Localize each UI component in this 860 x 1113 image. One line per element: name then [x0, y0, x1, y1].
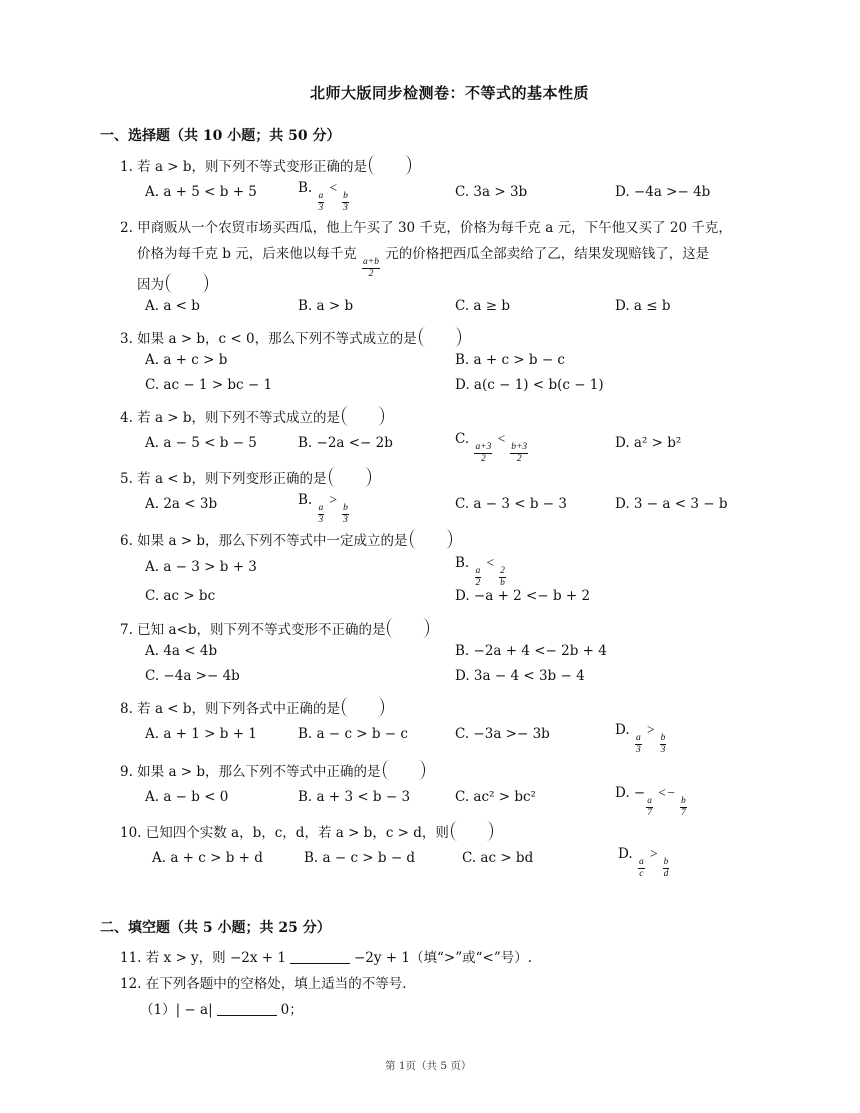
q2-option-d: D. a ≤ b	[615, 298, 671, 314]
q8-option-d: D. $\frac{a}{3}$ > $\frac{b}{3}$	[615, 722, 666, 755]
q3-option-c: C. ac − 1 > bc − 1	[145, 377, 273, 393]
q2-option-b: B. a > b	[298, 298, 354, 314]
question-text: 3. 如果 a > b，c < 0，那么下列不等式成立的是	[120, 331, 417, 347]
q6-option-d: D. −a + 2 <− b + 2	[455, 588, 591, 604]
question-12-part-1	[140, 998, 303, 1018]
answer-paren	[369, 155, 411, 175]
question-10-stem	[120, 821, 493, 841]
q10-option-a: A. a + c > b + d	[152, 850, 263, 866]
page-footer: 第 1页（共 5 页）	[385, 1060, 472, 1072]
section-heading-fill-in: 二、填空题（共 5 小题；共 25 分）	[100, 920, 331, 936]
fraction-a-over-3: $\frac{a}{3}$	[318, 191, 324, 213]
fraction-a-over-3: $\frac{a}{3}$	[635, 733, 641, 755]
option-label: B.	[455, 555, 470, 571]
q9-option-d: D. − $\frac{a}{7}$ <− $\frac{b}{7}$	[615, 785, 686, 818]
q5-option-b: B. $\frac{a}{3}$ > $\frac{b}{3}$	[298, 492, 348, 525]
q1-option-d: D. −4a >− 4b	[615, 184, 711, 200]
q1-option-b: B. $\frac{a}{3}$ < $\frac{b}{3}$	[298, 180, 348, 213]
q7-option-d: D. 3a − 4 < 3b − 4	[455, 668, 585, 684]
answer-paren	[451, 821, 493, 841]
option-label: B.	[298, 492, 313, 508]
question-text: −2y + 1（填“>”或“<”号）.	[353, 950, 533, 966]
question-2-line3	[137, 273, 208, 293]
q1-option-c: C. 3a > 3b	[455, 184, 528, 200]
fraction-a-plus-3-over-2: $\frac{a+3}{2}$	[475, 442, 492, 464]
question-3-stem	[120, 327, 461, 347]
q7-option-a: A. 4a < 4b	[145, 643, 218, 659]
q5-option-a: A. 2a < 3b	[145, 496, 218, 512]
option-label: B.	[298, 180, 313, 196]
fraction-a-over-7: $\frac{a}{7}$	[647, 796, 652, 818]
answer-blank	[217, 1002, 277, 1016]
answer-paren	[419, 327, 461, 347]
fraction-2-over-b: $\frac{2}{b}$	[500, 566, 505, 588]
question-text: 6. 如果 a > b，那么下列不等式中一定成立的是	[120, 533, 408, 549]
question-text: 5. 若 a < b，则下列变形正确的是	[120, 471, 327, 487]
answer-paren	[329, 467, 371, 487]
fraction-b-over-3: $\frac{b}{3}$	[343, 191, 348, 213]
q7-option-c: C. −4a >− 4b	[145, 668, 240, 684]
fraction-b-over-7: $\frac{b}{7}$	[680, 796, 686, 818]
fraction-b-plus-3-over-2: $\frac{b+3}{2}$	[511, 442, 528, 464]
q4-option-c: C. $\frac{a+3}{2}$ < $\frac{b+3}{2}$	[455, 431, 528, 464]
q3-option-d: D. a(c − 1) < b(c − 1)	[455, 377, 604, 393]
q10-option-d: D. $\frac{a}{c}$ > $\frac{b}{d}$	[618, 846, 669, 879]
question-12-stem: 12. 在下列各题中的空格处，填上适当的不等号.	[120, 976, 407, 992]
q3-option-a: A. a + c > b	[145, 352, 228, 368]
question-6-stem	[120, 529, 452, 549]
q2-option-c: C. a ≥ b	[455, 298, 511, 314]
section-heading-choice: 一、选择题（共 10 小题；共 50 分）	[100, 128, 341, 144]
question-11	[120, 946, 532, 966]
question-text: 10. 已知四个实数 a，b，c，d，若 a > b，c > d，则	[120, 825, 449, 841]
question-2-line1: 2. 甲商贩从一个农贸市场买西瓜，他上午买了 30 千克，价格为每千克 a 元，下午他又买了 20 千克，	[120, 220, 732, 236]
question-text: 价格为每千克 b 元，后来他以每千克	[137, 246, 357, 262]
option-label: D.	[618, 846, 633, 862]
answer-paren	[383, 760, 425, 780]
q7-option-b: B. −2a + 4 <− 2b + 4	[455, 643, 607, 659]
q4-option-d: D. a² > b²	[615, 435, 682, 451]
answer-paren	[410, 529, 452, 549]
q5-option-d: D. 3 − a < 3 − b	[615, 496, 728, 512]
q5-option-c: C. a − 3 < b − 3	[455, 496, 567, 512]
question-text: 元的价格把西瓜全部卖给了乙，结果发现赔钱了，这是	[385, 246, 710, 262]
answer-blank	[290, 950, 350, 964]
q4-option-a: A. a − 5 < b − 5	[145, 435, 257, 451]
question-5-stem	[120, 467, 371, 487]
question-2-line2	[137, 242, 709, 280]
answer-paren	[342, 406, 384, 426]
option-label: C.	[455, 431, 470, 447]
question-text: 11. 若 x > y，则 −2x + 1	[120, 950, 286, 966]
q6-option-a: A. a − 3 > b + 3	[145, 559, 257, 575]
option-label: D.	[615, 722, 630, 738]
question-text: 7. 已知 a<b，则下列不等式变形不正确的是	[120, 622, 386, 638]
question-1-stem	[120, 155, 411, 175]
fraction-a-over-2: $\frac{a}{2}$	[475, 566, 481, 588]
q10-option-c: C. ac > bd	[462, 850, 534, 866]
question-text: （1）| − a|	[140, 1002, 213, 1018]
q10-option-b: B. a − c > b − d	[304, 850, 416, 866]
fraction-b-over-3: $\frac{b}{3}$	[343, 503, 348, 525]
q6-option-c: C. ac > bc	[145, 588, 216, 604]
fraction-a-over-3: $\frac{a}{3}$	[318, 503, 324, 525]
answer-paren	[166, 273, 208, 293]
question-text: 因为	[137, 277, 164, 293]
q3-option-b: B. a + c > b − c	[455, 352, 565, 368]
q1-option-a: A. a + 5 < b + 5	[145, 184, 257, 200]
q4-option-b: B. −2a <− 2b	[298, 435, 393, 451]
question-4-stem	[120, 406, 384, 426]
question-text: 8. 若 a < b，则下列各式中正确的是	[120, 701, 341, 717]
fraction-a-plus-b-over-2: $\frac{a+b}{2}$	[363, 257, 379, 279]
q8-option-b: B. a − c > b − c	[298, 726, 408, 742]
question-9-stem	[120, 760, 425, 780]
fraction-a-over-c: $\frac{a}{c}$	[638, 857, 644, 879]
page-title: 北师大版同步检测卷：不等式的基本性质	[310, 84, 590, 102]
question-text: 1. 若 a > b，则下列不等式变形正确的是	[120, 159, 368, 175]
q2-option-a: A. a < b	[145, 298, 200, 314]
question-8-stem	[120, 697, 384, 717]
q6-option-b: B. $\frac{a}{2}$ < $\frac{2}{b}$	[455, 555, 505, 588]
q8-option-c: C. −3a >− 3b	[455, 726, 550, 742]
q9-option-b: B. a + 3 < b − 3	[298, 789, 411, 805]
fraction-b-over-d: $\frac{b}{d}$	[663, 857, 669, 879]
question-text: 9. 如果 a > b，那么下列不等式中正确的是	[120, 764, 381, 780]
answer-paren	[342, 697, 384, 717]
q9-option-c: C. ac² > bc²	[455, 789, 536, 805]
answer-paren	[387, 618, 429, 638]
question-7-stem	[120, 618, 429, 638]
q8-option-a: A. a + 1 > b + 1	[145, 726, 257, 742]
question-text: 4. 若 a > b，则下列不等式成立的是	[120, 410, 341, 426]
q9-option-a: A. a − b < 0	[145, 789, 229, 805]
option-label: D. −	[615, 785, 646, 801]
question-text: 0；	[280, 1002, 303, 1018]
fraction-b-over-3: $\frac{b}{3}$	[660, 733, 666, 755]
